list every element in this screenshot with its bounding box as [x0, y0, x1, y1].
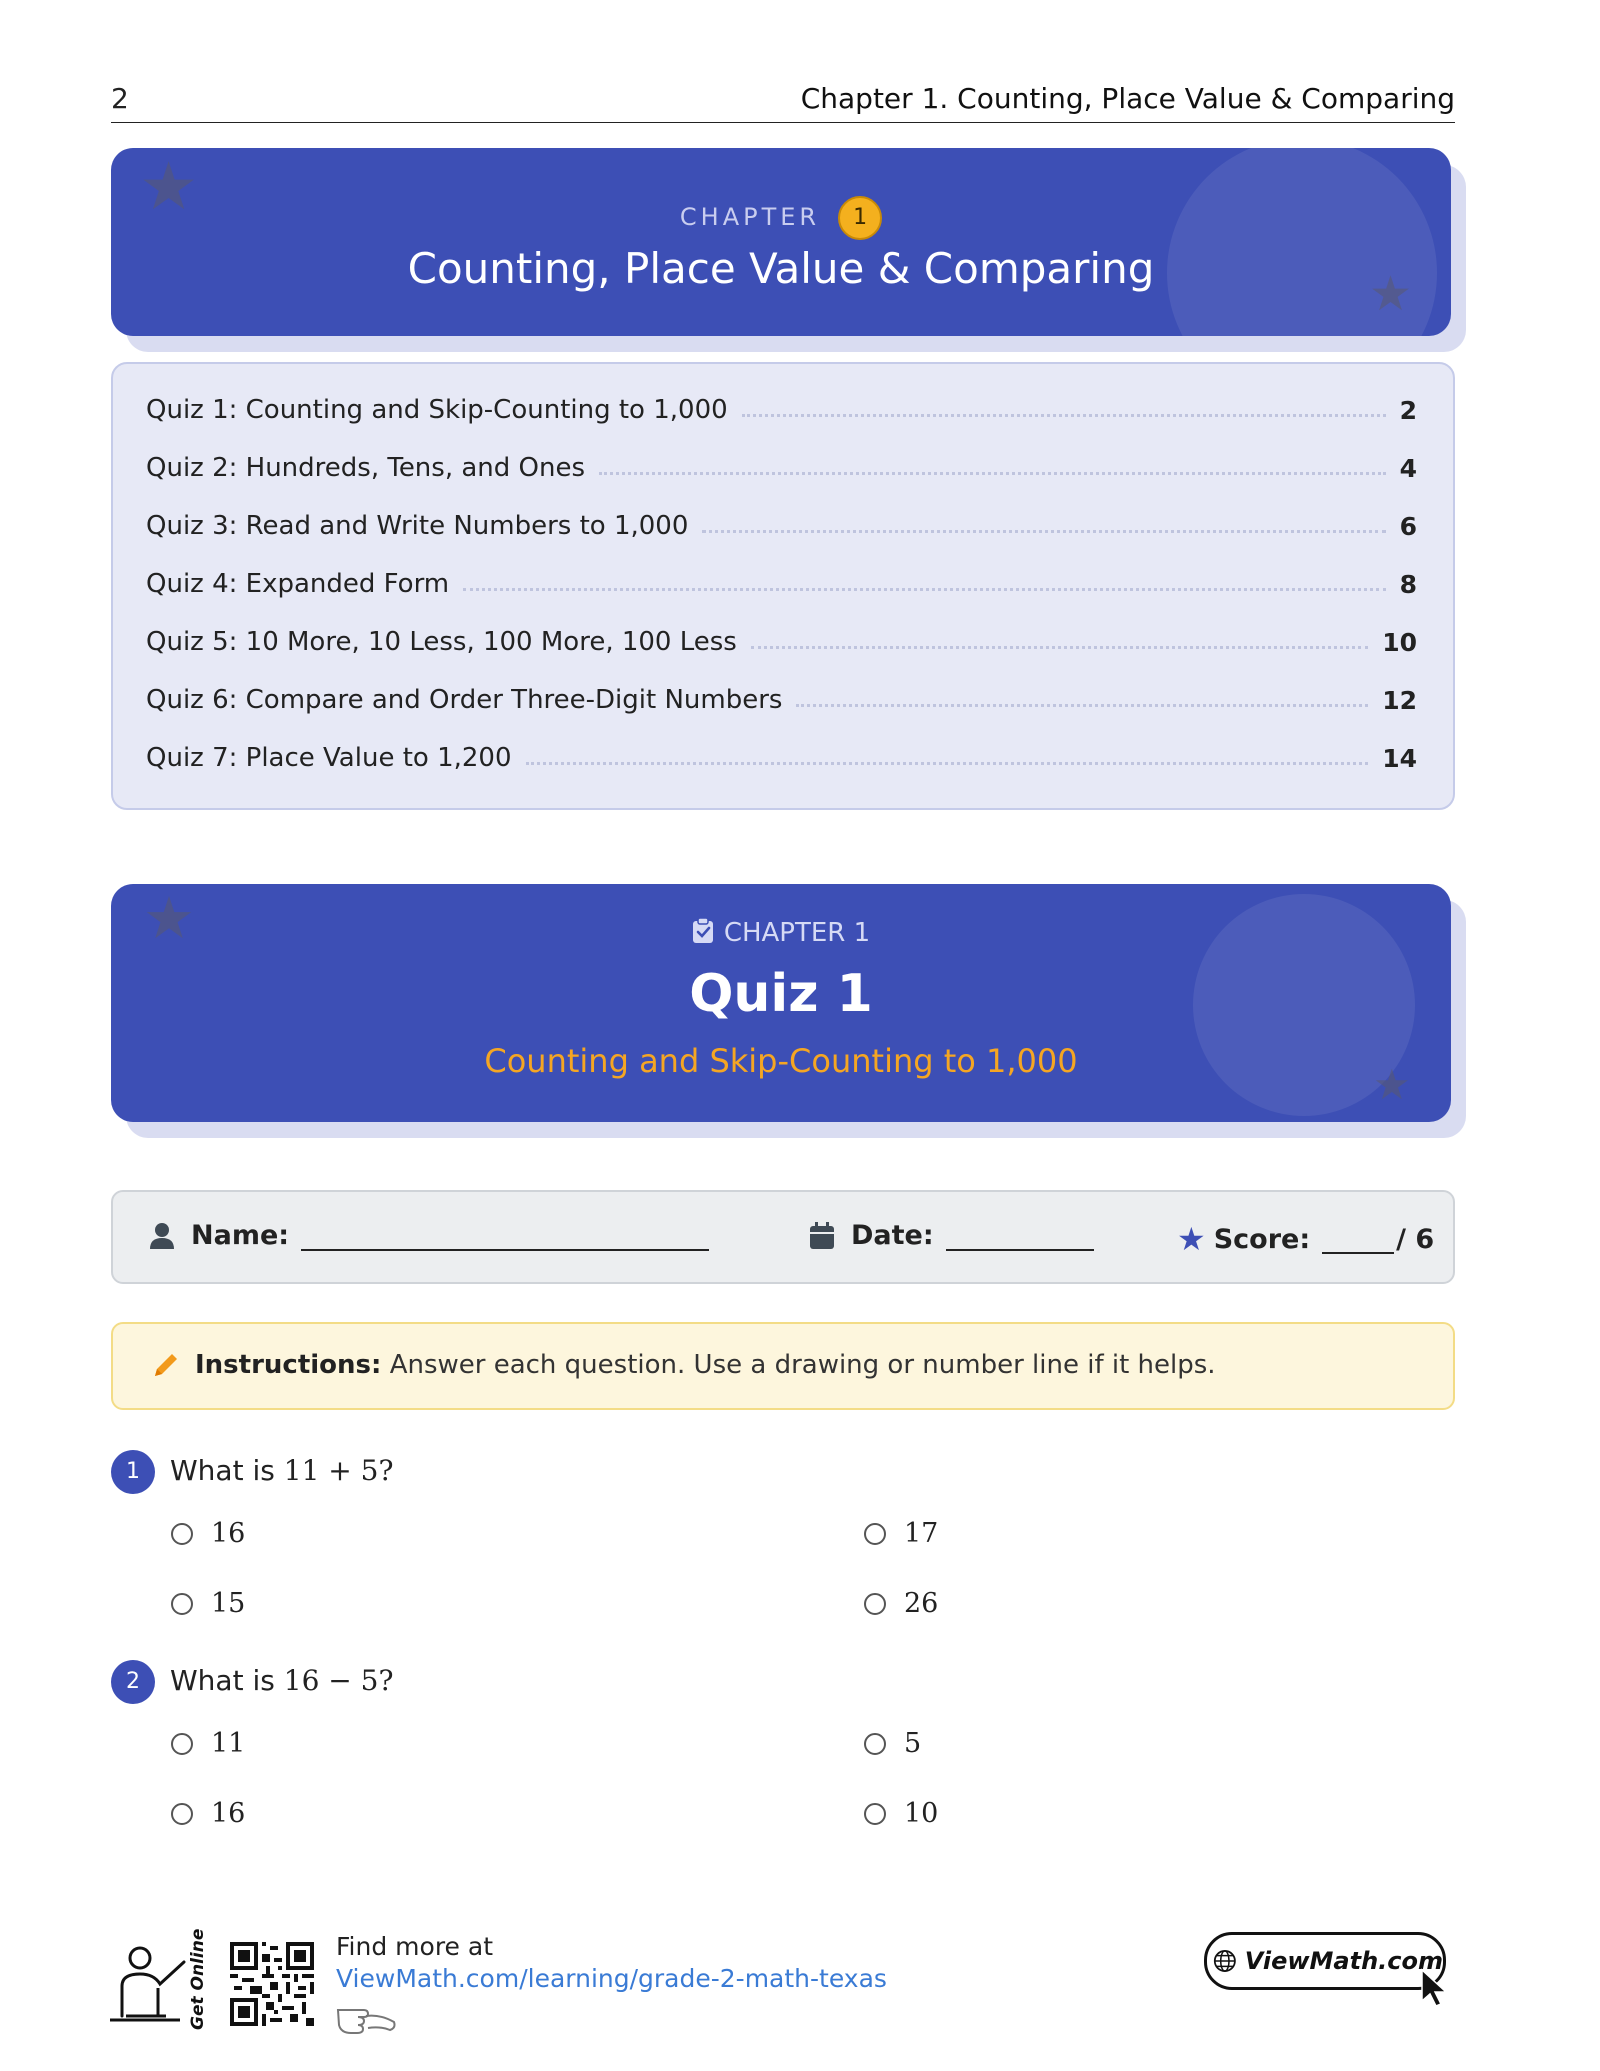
date-field[interactable] [809, 1220, 1094, 1251]
user-icon [149, 1222, 175, 1250]
chapter-number-badge: 1 [838, 196, 882, 240]
toc-item[interactable] [146, 448, 1417, 488]
option-label: 26 [904, 1588, 939, 1619]
answer-option[interactable] [864, 1728, 921, 1759]
radio-button[interactable] [171, 1733, 193, 1755]
toc-item-page: 2 [1399, 395, 1417, 425]
question-text [170, 1454, 393, 1487]
option-label: 15 [211, 1588, 246, 1619]
quiz-chapter-label [111, 918, 1451, 948]
quiz-chapter-label-text: CHAPTER 1 [723, 918, 871, 948]
viewmath-logo[interactable] [1204, 1932, 1446, 1990]
star-decor-icon: ★ [143, 884, 195, 952]
option-label: 5 [904, 1728, 922, 1759]
calendar-icon [809, 1222, 835, 1250]
star-decor-icon: ★ [139, 148, 199, 225]
radio-button[interactable] [171, 1803, 193, 1825]
quiz-banner [111, 884, 1451, 1122]
toc-item-label: Quiz 3: Read and Write Numbers to 1,000 [146, 511, 689, 541]
option-label: 10 [904, 1798, 939, 1829]
name-label: Name: [191, 1220, 290, 1251]
chapter-label [111, 196, 1451, 240]
toc-leader [526, 762, 1369, 765]
toc-leader [751, 646, 1368, 649]
radio-button[interactable] [864, 1803, 886, 1825]
toc-item-label: Quiz 1: Counting and Skip-Counting to 1,000 [146, 395, 728, 425]
toc-item-label: Quiz 2: Hundreds, Tens, and Ones [146, 453, 586, 483]
radio-button[interactable] [171, 1593, 193, 1615]
answer-option[interactable] [171, 1588, 245, 1619]
toc-item-label: Quiz 7: Place Value to 1,200 [146, 743, 512, 773]
star-decor-icon: ★ [1369, 266, 1413, 322]
score-field[interactable] [1177, 1220, 1434, 1258]
name-blank[interactable] [301, 1221, 709, 1251]
date-blank[interactable] [946, 1221, 1094, 1251]
star-icon: ★ [1177, 1220, 1206, 1258]
quiz-title: Quiz 1 [689, 964, 873, 1024]
instructions-text [195, 1350, 1216, 1380]
viewmath-logo-text: ViewMath.com [1244, 1947, 1443, 1975]
toc-item[interactable] [146, 680, 1417, 720]
question-number-badge: 2 [111, 1660, 155, 1704]
toc-item-page: 14 [1382, 743, 1417, 773]
instructions-body: Answer each question. Use a drawing or number line if it helps. [389, 1350, 1216, 1380]
score-blank[interactable] [1322, 1224, 1394, 1254]
instructions-label: Instructions: [195, 1350, 382, 1380]
toc-item[interactable] [146, 564, 1417, 604]
qr-code[interactable] [230, 1942, 314, 2026]
radio-button[interactable] [864, 1593, 886, 1615]
toc-item[interactable] [146, 622, 1417, 662]
answer-option[interactable] [171, 1798, 245, 1829]
toc-leader [599, 472, 1386, 475]
teacher-icon [108, 1944, 196, 2024]
question-number-badge: 1 [111, 1450, 155, 1494]
toc-item-page: 4 [1399, 453, 1417, 483]
toc-item-page: 8 [1399, 569, 1417, 599]
option-label: 16 [211, 1798, 246, 1829]
quiz-subtitle: Counting and Skip-Counting to 1,000 [484, 1042, 1078, 1080]
cursor-icon [1418, 1968, 1452, 2008]
date-label: Date: [851, 1220, 934, 1251]
radio-button[interactable] [864, 1733, 886, 1755]
toc-item[interactable] [146, 390, 1417, 430]
radio-button[interactable] [171, 1523, 193, 1545]
toc-item-label: Quiz 5: 10 More, 10 Less, 100 More, 100 Less [146, 627, 737, 657]
score-label: Score: [1213, 1223, 1311, 1255]
toc-item-label: Quiz 4: Expanded Form [146, 569, 450, 599]
toc-item-page: 12 [1382, 685, 1417, 715]
star-decor-icon: ★ [1373, 1060, 1411, 1109]
answer-option[interactable] [171, 1518, 245, 1549]
get-online-label: Get Online [188, 1928, 208, 2030]
toc-item[interactable] [146, 738, 1417, 778]
chapter-label-text: CHAPTER [679, 203, 821, 231]
name-field[interactable] [149, 1220, 709, 1251]
instructions-box [111, 1322, 1455, 1410]
running-header [111, 80, 1455, 123]
find-more-text: Find more at [336, 1932, 493, 1961]
clipboard-check-icon [692, 918, 714, 944]
toc-leader [463, 588, 1385, 591]
question-expression: 16 − 5? [283, 1664, 394, 1697]
pencil-icon [151, 1350, 181, 1380]
running-header-title: Chapter 1. Counting, Place Value & Comparing [800, 82, 1455, 115]
table-of-contents [111, 362, 1455, 810]
globe-icon [1213, 1941, 1237, 1981]
question-prefix: What is [170, 1454, 284, 1487]
page-number: 2 [111, 82, 129, 115]
footer-url-link[interactable]: ViewMath.com/learning/grade-2-math-texas [336, 1964, 887, 1993]
pointing-hand-icon [336, 1998, 398, 2034]
option-label: 17 [904, 1518, 939, 1549]
question-expression: 11 + 5? [283, 1454, 394, 1487]
toc-item-page: 10 [1382, 627, 1417, 657]
answer-option[interactable] [864, 1798, 938, 1829]
answer-option[interactable] [171, 1728, 245, 1759]
toc-item-page: 6 [1399, 511, 1417, 541]
option-label: 16 [211, 1518, 246, 1549]
toc-leader [702, 530, 1385, 533]
chapter-banner [111, 148, 1451, 336]
chapter-title: Counting, Place Value & Comparing [407, 244, 1155, 293]
answer-option[interactable] [864, 1588, 938, 1619]
radio-button[interactable] [864, 1523, 886, 1545]
answer-option[interactable] [864, 1518, 938, 1549]
score-total: / 6 [1396, 1223, 1435, 1255]
toc-leader [796, 704, 1368, 707]
toc-leader [742, 414, 1386, 417]
question-text [170, 1664, 393, 1697]
toc-item[interactable] [146, 506, 1417, 546]
student-info-bar [111, 1190, 1455, 1284]
toc-item-label: Quiz 6: Compare and Order Three-Digit Numbers [146, 685, 783, 715]
option-label: 11 [211, 1728, 246, 1759]
question-prefix: What is [170, 1664, 284, 1697]
